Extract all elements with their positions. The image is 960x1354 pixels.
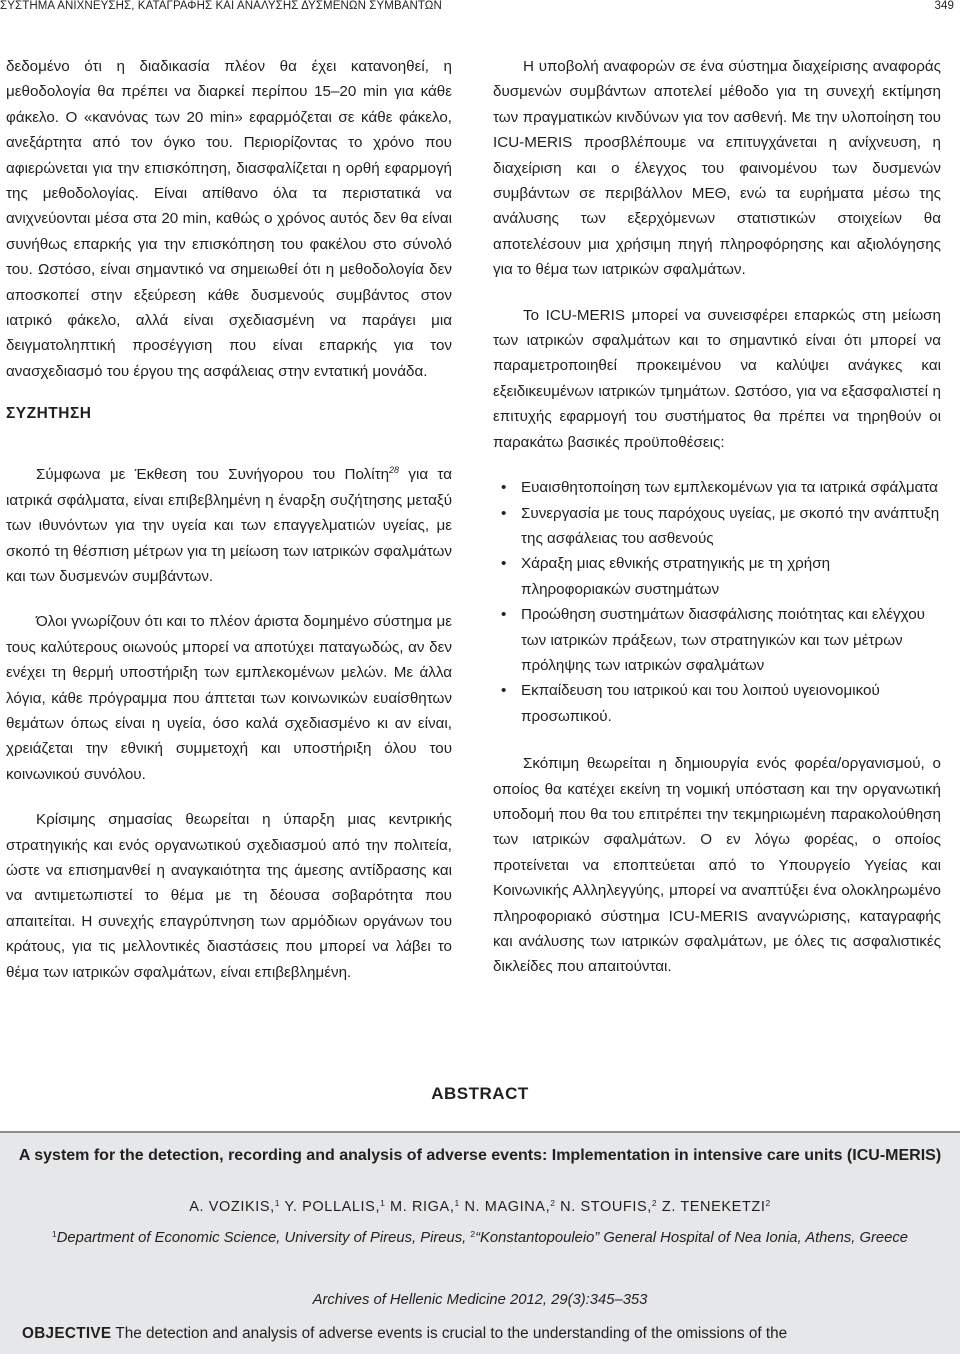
list-item <box>501 602 941 678</box>
author <box>284 1199 390 1215</box>
author-name: N. STOUFIS, <box>560 1199 652 1215</box>
abstract-objective <box>22 1325 952 1343</box>
author-affiliation-mark: 1 <box>274 1198 281 1208</box>
list-item-text: Συνεργασία με τους παρόχους υγείας, με σκοπό την ανάπτυξη της ασφάλειας του ασθενούς <box>521 504 940 547</box>
author-name: Z. TENEKETZI <box>661 1199 766 1215</box>
discussion-paragraph-1 <box>6 462 452 589</box>
page-number: 349 <box>934 0 954 12</box>
bullet-icon: • <box>501 479 507 497</box>
left-column <box>6 54 452 1005</box>
abstract-affiliations <box>40 1225 920 1251</box>
discussion-p1-start: Σύμφωνα με Έκθεση του Συνήγορου του Πολίτη <box>36 466 390 484</box>
objective-label: OBJECTIVE <box>22 1325 112 1342</box>
bullet-icon: • <box>501 555 507 573</box>
affiliation-mark: 1 <box>51 1229 57 1239</box>
list-item <box>501 501 941 552</box>
author <box>189 1199 284 1215</box>
right-paragraph-2: Το ICU-MERIS μπορεί να συνεισφέρει επαρκώς στη μείωση των ιατρικών σφαλμάτων και το σημαντικό είναι ότι μπορεί να παραμετροποιηθεί προκειμένου να καλύψει ανάγκες και εξειδικευμένων ιατρικών τμημάτων. Ωστόσο, για να εξασφαλιστεί η επιτυχής εφαρμογή του συστήματος θα πρέπει να τηρηθούν οι παρακάτω βασικές προϋποθέσεις: <box>493 306 941 451</box>
objective-text: The detection and analysis of adverse events is crucial to the understanding of the omissions of the <box>111 1325 788 1342</box>
abstract-title: A system for the detection, recording and analysis of adverse events: Implementation in intensive care units (ICU-MERIS) <box>18 1147 942 1164</box>
discussion-paragraph-3: Κρίσιμης σημασίας θεωρείται η ύπαρξη μιας κεντρικής στρατηγικής και ενός οργανωτικού σχεδιασμού από την πολιτεία, ώστε να επισημανθεί η αναγκαιότητα της άμεσης αντίδρασης και να αντιμετωπιστεί το θέμα με τη δέουσα σοβαρότητα που απαιτείται. Η συνεχής επαγρύπνηση των αρμόδιων οργάνων του κράτους, για τις μελλοντικές διαστάσεις που μπορεί να λάβει το θέμα των ιατρικών σφαλμάτων, είναι επιβεβλημένη. <box>6 811 452 981</box>
author-name: Y. POLLALIS, <box>284 1199 381 1215</box>
affiliation-2: “Konstantopouleio” General Hospital of Nea Ionia, Athens, Greece <box>475 1230 909 1246</box>
right-column <box>493 54 941 1000</box>
author-name: N. MAGINA, <box>464 1199 551 1215</box>
author <box>390 1199 464 1215</box>
section-heading-discussion: ΣΥΖΗΤΗΣΗ <box>6 405 92 423</box>
affiliation-mark: 2 <box>470 1229 476 1239</box>
author-name: M. RIGA, <box>390 1199 455 1215</box>
bullet-icon: • <box>501 682 507 700</box>
author-affiliation-mark: 2 <box>765 1198 771 1208</box>
author-affiliation-mark: 1 <box>454 1198 460 1208</box>
right-paragraph-1: Η υποβολή αναφορών σε ένα σύστημα διαχείρισης αναφοράς δυσμενών συμβάντων αποτελεί μέθοδο για τη συνεχή εκτίμηση των πραγματικών κινδύνων για τον ασθενή. Με την υλοποίηση του ICU-MERIS προσβλέπουμε να επιτυγχάνεται η ανίχνευση, η διαχείριση και ο έλεγχος του φαινομένου των δυσμενών συμβάντων σε περιβάλλον ΜΕΘ, ενώ τα ευρήματα μέσω της ανάλυσης των εξερχόμενων στατιστικών στοιχείων θα αποτελέσουν μια χρήσιμη πηγή πληροφόρησης και αξιολόγησης για το θέμα των ιατρικών σφαλμάτων. <box>493 58 941 279</box>
author-name: A. VOZIKIS, <box>189 1199 275 1215</box>
affiliation-1: Department of Economic Science, University of Pireus, Pireus, <box>56 1230 471 1246</box>
author <box>560 1199 662 1215</box>
list-item-text: Εκπαίδευση του ιατρικού και του λοιπού υγειονομικού προσωπικού. <box>521 682 880 725</box>
discussion-paragraph-2: Όλοι γνωρίζουν ότι και το πλέον άριστα δομημένο σύστημα με τους καλύτερους οιωνούς μπορεί να αποτύχει παταγωδώς, αν δεν ενέχει τη θερμή υποστήριξη των εμπλεκομένων μελών. Με άλλα λόγια, κάθε πρόγραμμα που άπτεται των κοινωνικών ευαίσθητων θεμάτων όπως είναι η υγεία, όσο καλά σχεδιασμένο κι αν είναι, χρειάζεται την εθνική συμμετοχή και υποστήριξη όλου του κοινωνικού συνόλου. <box>6 613 452 783</box>
author <box>662 1199 771 1215</box>
running-header <box>0 0 960 14</box>
bullet-icon: • <box>501 606 507 624</box>
author-affiliation-mark: 2 <box>550 1198 556 1208</box>
list-item <box>501 678 941 729</box>
list-item-text: Χάραξη μιας εθνικής στρατηγικής με τη χρήση πληροφοριακών συστημάτων <box>521 555 831 598</box>
discussion-p1-rest: για τα ιατρικά σφάλματα, είναι επιβεβλημένη η έναρξη συζήτησης μεταξύ των ιθυνόντων για την υγεία και των επαγγελματιών υγείας, με σκοπό τη θέσπιση μέτρων για τη μείωση των ιατρικών σφαλμάτων και των δυσμενών συμβάντων. <box>6 466 452 585</box>
list-item-text: Προώθηση συστημάτων διασφάλισης ποιότητας και ελέγχου των ιατρικών πράξεων, των στρατηγικών και των μέτρων πρόληψης των ιατρικών σφαλμάτων <box>521 606 925 674</box>
running-title: ΣΥΣΤΗΜΑ ΑΝΙΧΝΕΥΣΗΣ, ΚΑΤΑΓΡΑΦΗΣ ΚΑΙ ΑΝΑΛΥΣΗΣ ΔΥΣΜΕΝΩΝ ΣΥΜΒΑΝΤΩΝ <box>0 0 442 12</box>
author-affiliation-mark: 1 <box>380 1198 386 1208</box>
list-item <box>501 475 941 500</box>
author <box>464 1199 560 1215</box>
journal-citation: Archives of Hellenic Medicine 2012, 29(3):345–353 <box>312 1292 648 1308</box>
author-affiliation-mark: 2 <box>651 1198 658 1208</box>
right-paragraph-3: Σκόπιμη θεωρείται η δημιουργία ενός φορέα/οργανισμού, ο οποίος θα κατέχει εκείνη τη νομική υπόσταση και την οργανωτική υποδομή που θα του επιτρέπει την τεκμηριωμένη παρακολούθηση των ιατρικών σφαλμάτων. Ο εν λόγω φορέας, ο οποίος προτείνεται να εποπτεύεται από το Υπουργείο Υγείας και Κοινωνικής Αλληλεγγύης, μπορεί να αναπτύξει ένα ολοκληρωμένο πληροφοριακό σύστημα ICU-MERIS αναγνώρισης, καταγραφής και ανάλυσης των ιατρικών σφαλμάτων, με όλες τις ασφαλιστικές δικλείδες που απαιτούνται. <box>493 755 941 976</box>
requirements-list <box>493 475 941 729</box>
abstract-authors <box>0 1199 960 1215</box>
bullet-icon: • <box>501 504 507 522</box>
list-item <box>501 551 941 602</box>
list-item-text: Ευαισθητοποίηση των εμπλεκομένων για τα ιατρικά σφάλματα <box>521 479 938 497</box>
abstract-label: ABSTRACT <box>431 1084 529 1103</box>
footnote-reference[interactable]: 28 <box>389 465 400 476</box>
intro-paragraph: δεδομένο ότι η διαδικασία πλέον θα έχει κατανοηθεί, η μεθοδολογία θα πρέπει να διαρκεί περίπου 15–20 min για κάθε φάκελο. Ο «κανόνας των 20 min» εφαρμόζεται σε κάθε φάκελο, ανεξάρτητα από τον όγκο του. Περιορίζοντας το χρόνο που αφιερώνεται για την επισκόπηση, διασφαλίζεται η ορθή εφαρμογή της μεθοδολογίας. Είναι απίθανο όλα τα περιστατικά να ανιχνεύονται μέσα στα 20 min, καθώς ο χρόνος αυτός δεν θα είναι συνήθως επαρκής για την επισκόπηση του φακέλου στο σύνολό του. Ωστόσο, είναι σημαντικό να σημειωθεί ότι η μεθοδολογία δεν αποσκοπεί στην εξεύρεση κάθε δυσμενούς συμβάντος στον ιατρικό φάκελο, αλλά είναι σχεδιασμένη να παράγει μια δειγματοληπτική προσέγγιση που είναι επαρκής για τον ανασχεδιασμό του έργου της ασφάλειας στην εντατική μονάδα. <box>6 58 452 380</box>
abstract-box <box>0 1131 960 1354</box>
